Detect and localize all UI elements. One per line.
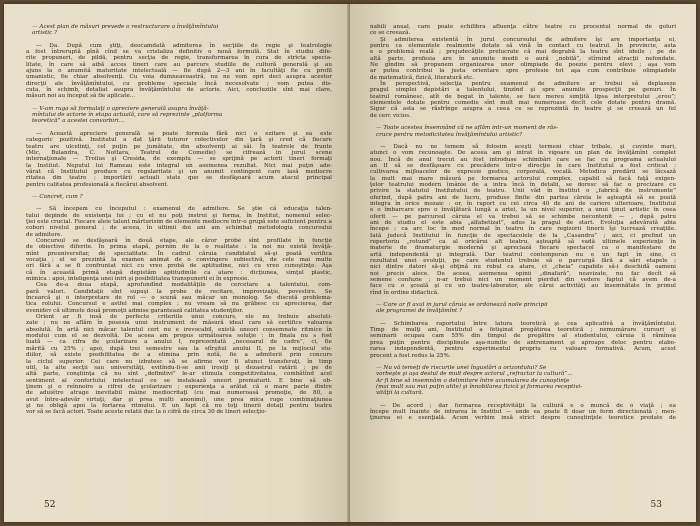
text-line: Şi admiterea existentă în jurul concursului de admitere îşi are importanţa ei, [380, 36, 676, 43]
text-line: rarea independentă, pentru experimentul propriu cu valoare formativă. Acum, acest [370, 346, 676, 353]
text-line: direcţii ale învăţămîntului, cu probleme speciale încă necesolvate ; vom putea dis- [26, 80, 332, 87]
text-line: absolută. În artă nici măcar talentul cert nu e irevocabil, există uneori consemnate ritmice în [26, 326, 332, 333]
text-line: procent a fost redus la 25%. [370, 352, 451, 359]
text-line: materie de dramaturgie modernă şi apreciază fiecare spectacol ca o manifestare de [370, 245, 676, 252]
left-page-text [26, 24, 332, 416]
text-line: începe ; ca arc loc în mod normal în teatru în care regizorii tinerii îşi lucrează creaţiile. [370, 226, 676, 233]
text-line: pară valori. Candidaţii sînt supuşi la probe de recitare, improvizaţie, povestire. Se [26, 288, 332, 295]
question-line: cruce pentru metodicitatea învăţămîntului artistic? [376, 131, 523, 138]
text-line: Ne gîndim să propunem organizarea unor olimpiade de poezie pentru elevi ; aşa vom [370, 62, 676, 69]
text-line: încearcă şi o interpretare de rol — o scenă sau măcar un monolog. Se discută problema- [26, 295, 332, 302]
text-line: artă independentă şi integrală. Dar teatrul contemporan nu e un fapt în sine, ci [370, 251, 676, 258]
text-line: pentru calitatea profesională a fiecărui absolvent. [26, 181, 169, 188]
text-line: teatru are ulcelinţi, cel puţin pe jumătate, din absolvenţi ai săi. În teatrele de frunte [26, 143, 332, 150]
text-line: categoric pozitivă. Institutul a dat ţării tuturor colectivelor din ţară şi cred că fiecare [26, 137, 332, 144]
text-line: vocaţia ; el se prezintă la examen animat de o convingere subiectivă, de cele mai multe [26, 257, 332, 263]
text-line: prea puţin pentru disciplinele aşa-numite de antrenament şi aproape deloc pentru elabo- [370, 339, 676, 346]
question-line: — Concret, cum ? [32, 193, 83, 200]
text-line: Timp de mulţi ani, Institutul a fetişinat pregătirea teoretică ; nemumărare cursuri şi [370, 327, 676, 334]
text-line: Concursul se desfăşoară în două etape, ale căror probe sînt profilate în funcţie [36, 237, 332, 244]
left-page [4, 4, 350, 522]
text-line: e o problemă reală ; prejudecăţile prelucrate că mai degrabă la teatru sînt ideile ; pe de [370, 49, 676, 56]
text-line: umanistic, fie chiar absolvenţi. Cu voia dumneavoastră, nu ne vom opri deci asupra acestor [26, 74, 332, 81]
text-line: — Dacă nu ne temem să folosim aceşti termeni chiar tribale, şi cuvinte mari, [380, 143, 676, 150]
text-line: vărat că Institutul produce cu regularitate şi un anumit contingent care lasă mediocre [26, 168, 332, 175]
question-line: vorbeşte şi aşa destul de mult despre actorul „refractar la cultură”... [376, 371, 573, 378]
text-line: În perspectivă, selecţia pentru examenul de admitere ar trebui să deplaseze [380, 81, 676, 88]
text-line: avut între-adevăr virtuţi, dar şi prea multi anonimi), une prea mica ruge combinaţiunea [26, 396, 332, 403]
text-line: rezultatul unei evoluţii, pe care studentul trebuie să o parcurgă fără a sări etapele ; [370, 258, 676, 265]
text-line: la ciclul superior. Cei care nu izbutesc să se afirme vor fi atunci transferaţi, în timp [26, 358, 332, 365]
text-line: ajuns la o anumită maturitate intelectuală — fie după 2—3 ani în facultăţi fie cu profil [26, 68, 332, 75]
text-line: ţiei este crucial. Fiecare aleie talent mărturisim de elemente mediocre intr-o grupă este suficient pentru a [26, 218, 332, 225]
text-line: altă parte, conştiinţa că nu sînt „definitivi” le-ar stimula competitivitatea, combătînd acel [26, 371, 332, 378]
text-line: măsuri noi au început să fie aplicate... [26, 93, 136, 100]
question-line: — V-am ruga să formulaţi o apreciere generală asupra învăţă- [32, 105, 209, 112]
question-line: mîntului de actorie în etapa actuală, care să reprezinte „platforma [32, 112, 223, 119]
text-line: (Mic, Bulandra, C. Nottara, Teatrul de Comedie) se cifrează in jurul scene [26, 149, 332, 156]
text-line: şi ne obligă apoi la fortarea ritmului. E un fapt că nu toţi tinerii dotaţi pentru teatru [26, 402, 332, 409]
text-line: Sigur că asta se răsfrînge asupra a ceea ce se reprezintă în teatre şi se creează un fel [370, 106, 676, 113]
text-line: face cu o şcoală şi cu un teatru-laborator, ale cărui activităţi au însemnătate în primul [370, 283, 676, 290]
text-line: de admitere. [26, 231, 63, 238]
text-line: Orient ar fi insă de perfecte criteriile unui concurs, ele nu trebuie absoluti- [36, 314, 332, 321]
text-line: ţinerea ei e esenţială. Acum verbim insă strict despre cunoştinţele teoretice predate de [370, 415, 676, 422]
text-line: de obiective diferite. În prima etapă, pornim de la o realitate : la noi nu există învăţă- [26, 244, 332, 251]
text-line: ţelor teatrului modern (mânie de a intra încă în detalii, se doresc să fac o precizare cu [370, 181, 676, 188]
question-line: teoretică” a acestei convorbiri... [32, 118, 125, 125]
text-line: ori fără a se fi confruntat nici cu vreo probă de aptitudine, nici cu vreo cunoştinţe. Aşa [26, 263, 332, 270]
text-line: luată — ca cifra de şcolarizare a anului I, reprezentată „necesarul de cadre”, ci, fie [26, 339, 332, 346]
text-line: tica rolului. Concursul e astfel mai complex ; nu vream să nu grăbesc cu aprecierea, dar [26, 301, 332, 308]
text-line: litate, în care să aibă acces tineri care au parcurs studiile de cultură generală şi au [26, 61, 332, 68]
text-line: internaţionale — Troilus şi Cresida, de exemplu — se sprijină pe actorii tineri formaţi [26, 156, 332, 163]
text-line: vor să se facă actori. Toate aceste relatii duc la o cifră de circa 30 de tineri selecţio- [26, 409, 267, 416]
text-line: cobori nivelul general ; de aceea, în ultimii doi ani am schimbat metodologia concursului [26, 225, 332, 232]
text-line: noi precis alece. De aceea, asemenea opinii „dinafară”, neavizate, nu fac decît să [370, 270, 676, 277]
text-line: diilor, să existe posibilitatea de a elimina prin notă, fie a admiterii prin concurs [26, 352, 332, 359]
text-line: cuta, în schimb, detaliat asupra învăţămîntului de actorie. Aici, concluziile sînt mai clare, [26, 87, 332, 94]
text-line: cultivarea mijloacelor de expresie gestice, corporală, vocală. Metodica predării se lăcsază [370, 169, 676, 176]
text-line: mînt preuniversitar, de specialitate. În cadrul căruia candidatul să-şi poată verifica [26, 250, 332, 257]
text-line: de matematică, fizică, literatură etc. [370, 74, 475, 81]
text-line: evenidev că ultimele două promoţii admise garantează calitatea studenţilor. [26, 307, 244, 314]
text-line: privire la statutul Institutului de teatru. Unii văd în Institut o „fabrică de instrumente” [370, 188, 676, 195]
text-line: mimica : apoi, inteligenţa unei iniri şi posibilitatea transpunerii ei în expresie. [26, 276, 250, 283]
text-line: ani de studiu el este abia „alfabetizat”, adus la pragul de start. Evoluţia adevărată abia [370, 219, 676, 226]
question-line: Ar fi bine să insemnăm o delimitare între acumularea de cunoştinţe [376, 377, 570, 384]
text-line: zate ; nu ne aflăm în posesia unui instrument de măsură ideal care să certifice valoarea [26, 320, 332, 327]
text-line: teatrul românesc, atît de bogat în talente, se face mereu simţită lipsa interpretului „erou”; [370, 93, 676, 100]
question-line: — Toate acestea însemnând că ne aflăm intr-un moment de răs- [376, 125, 559, 132]
text-line: la Institut. Neputul lui Rameau este integral un asemenea rezultat. Nici mai puţin ade- [26, 162, 332, 169]
page-number-right: 53 [650, 500, 662, 510]
text-line: pentru ca elementele realmente dotate să vină în contact cu teatrul. În provincie, asta [370, 43, 676, 50]
text-line: rite propuneri, de pildă, pentru secţia de regie, transformarea în cura de stricta specia- [26, 55, 332, 62]
text-line: ce se creează. [370, 30, 411, 37]
text-line: începe mult înainte de intrarea în Institut — unde ea poate fi doar un ferm directionată ; men- [370, 408, 676, 415]
text-line: integra în orice mozaic : or, în raport cu cei circa 40 de ani de cariere ulterioare, Institutul [370, 200, 676, 207]
text-line: atunci o vom recunoaşte. De aceea am şi intrat în vigoare un plan de învăţămînt complet [370, 150, 676, 157]
text-line: Cea de-a doua etapă, aprofundînd modalităţile de cercetare a talentului, com- [36, 282, 332, 289]
book-spread [4, 4, 696, 522]
text-line: sentiment al confortului intelectual ce se instalează uneori prematurit. E bine să ob- [26, 377, 332, 384]
text-line: mărită cu 25% ; apoi, după trei semestre sau la sfîrşitul anului II, pe la mijlocul stu- [26, 345, 332, 352]
text-line: an II să se desfăşoare cu precădere într-o direcţie în care Institutul a fost criticat : [370, 162, 676, 169]
text-line: rînd în ordine didactică. [370, 289, 439, 296]
text-line: nabili anual, care poate echilibra afluenţa către teatre cu procentul normal de goluri [370, 24, 676, 30]
text-line: — De acord ; dar formarea receptivităţii la cultură e o muncă de o viaţă ; ea [380, 402, 676, 409]
question-line: (mai mult sau mai puţin utile) şi înnobilarea fizică şi formarea receptivi- [376, 383, 583, 390]
text-line: elementele dotate pentru comedie sînt mult mai numeroase decît cele dotate pentru dramă. [370, 100, 676, 107]
question-line: — Care ar fi axul in jurul căruia se ordonează noile principii [376, 302, 548, 309]
text-line: oferit — pe parcursul căruia el va trebui să se schimbe necontenit — , după patru [370, 213, 676, 220]
question-line: artistic ? [32, 30, 58, 37]
text-line: ritatea din teatre ; importării actuali stats quo se desfăşoară acum atacul principal [26, 175, 332, 182]
text-line: e o îmbarcare spre o învăţătură lungă a artei, la un nivel superior, a unui ţinut artistic în ceea [370, 207, 676, 214]
text-line: nici dintre datori să-şi obţină nu robul ca atare, ci „cheia” capabile să-i deschidă oameni [370, 264, 676, 271]
text-line: de cerc vicios. [370, 112, 411, 119]
text-line: — Schimbarea raportului între latura teoretică şi cea aplicativă a învăţămîntului. [380, 320, 676, 327]
right-page-text [370, 24, 676, 422]
question-line: ale programei de învăţămînt ? [376, 308, 463, 315]
text-line: — Această apreciere generală se poate formula fără nici o ezitare şi ea este [36, 130, 332, 137]
text-line: util, la alte secţii sau universităţi, evitîndu-li-se anii irosiţi şi dezastrul ratării ; pe de [26, 364, 332, 371]
text-line: semene confuzie ; n-ar trebui nici un moment pierdut din vedere faptul că avem de-a [370, 277, 676, 284]
text-line: la mult mai mare măsură pe formarea actorului complex, capabil să facă faţă exigen- [370, 175, 676, 182]
text-line: oferind, după patru ani de lucru, produse finite din partea căreia le aşteaptă să se poată [370, 194, 676, 201]
text-line: Iată judecă Institutul în funcţie de spectacolele de la „Casandra” ; aici, ci prefind un [370, 232, 676, 239]
text-line: ar putea contribui la justa orientare spre profesie tot aşa cum contribuie olimpiadele [370, 68, 676, 75]
text-line: seminarii ocupau cam 55% din timpul de pregătire al studentului, căruia îi rămînea [370, 333, 676, 340]
text-line: — Da. După cum ştiţi, deocamdată admiterea în secţiile de regie şi teatrologie [36, 42, 332, 49]
question-line: — Acest plan de măsuri prevede o restructurare a învăţămîntului [32, 24, 219, 30]
text-line: că în această primă etapă depistăm aptitudinile ca atare : dicţiunea, simţul plastic, [26, 269, 332, 276]
question-line: — Nu vă temeţi de riscurile unei îngustări a orizontului? Se [376, 364, 547, 371]
text-line: repertoriu „rotund” ca al oricărui alt teatru, aşteaptă să vadă ultimele experienţe în [370, 239, 676, 245]
text-line: de aduiétre atrage inevitabil mâine mediocritaţi (cu mai numeroasă promoţie, de 80, a [26, 390, 332, 397]
text-line: tului depinde de existenţa lui ; cu el nu poţi instrui şi forma, în Institut, nomenul selec- [26, 212, 332, 219]
text-line: altă parte, profesia are în anumite medii o aură „nobilă”, stîrnind atracţii nefondate. [370, 55, 676, 62]
question-line: vităţii la cultură. [376, 390, 424, 397]
text-line: ţinem şi o reînnoire a cifrei de şcolarizare ; experienţa a arătat că o mare parte dintre [26, 383, 332, 390]
text-line: nou. Încă de anul trecut au fost introduse schimbări care se fac cu programa actualului [370, 156, 676, 163]
text-line: modului cum el se dezvoltă. De aceea am propus următoarea soluţie : în finala nu s fost [26, 333, 332, 340]
text-line: — Să începem cu începutul : examenul de admitere. Se ştie că educaţia talen- [36, 206, 332, 213]
text-line: pragul simplei depistări a talentului, tinzînd şi spre anumite prospecţii pe genuri. În [370, 87, 676, 94]
text-line: a fost întreruptă pînă cînd se va cristaliza definitiv o nouă formulă. Stat în studiu dife- [26, 49, 332, 56]
right-page [350, 4, 696, 522]
page-number-left: 52 [44, 500, 56, 510]
